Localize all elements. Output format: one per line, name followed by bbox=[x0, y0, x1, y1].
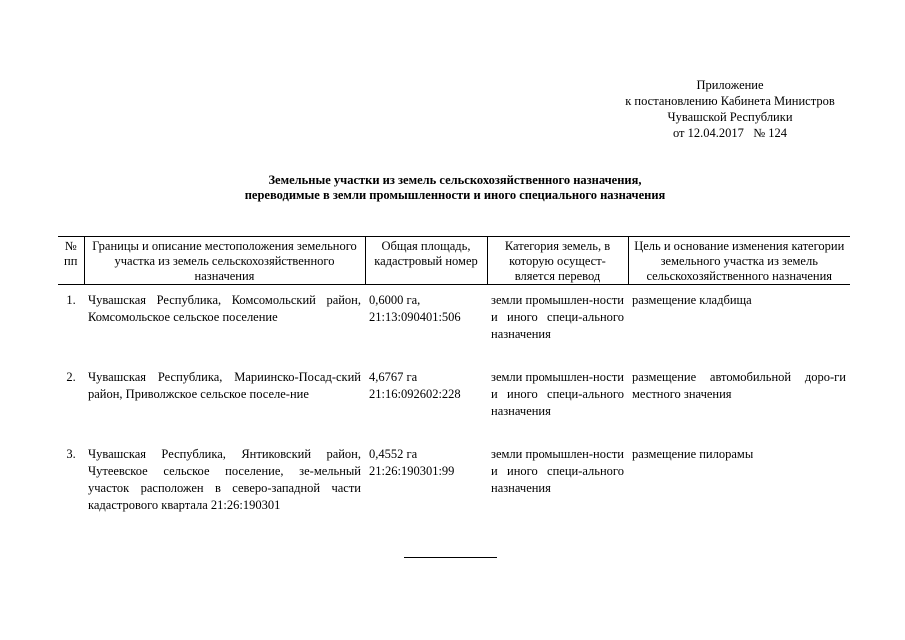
appendix-block bbox=[595, 77, 865, 141]
row-purpose: размещение кладбища bbox=[632, 293, 752, 307]
table-row bbox=[58, 439, 850, 533]
row-category: земли промышлен-ности и иного специ-ального назначения bbox=[491, 447, 624, 495]
appendix-line-2: к постановлению Кабинета Министров bbox=[625, 94, 835, 108]
row-category: земли промышлен-ности и иного специ-ального назначения bbox=[491, 293, 624, 341]
table-row bbox=[58, 285, 850, 363]
appendix-line-3: Чувашской Республики bbox=[667, 110, 793, 124]
row-area: 4,6767 га bbox=[369, 370, 418, 384]
header-location: Границы и описание местоположения земельного участка из земель сельскохозяйственного назначения bbox=[84, 237, 365, 285]
document-title-line-2: переводимые в земли промышленности и иного специального назначения bbox=[244, 188, 666, 202]
end-divider-line bbox=[404, 557, 497, 558]
row-cadastral-number: 21:13:090401:506 bbox=[369, 310, 461, 324]
row-location: Чувашская Республика, Мариинско-Посад-ский район, Приволжское сельское поселе-ние bbox=[88, 370, 361, 401]
header-purpose: Цель и основание изменения категории земельного участка из земель сельскохозяйственного назначения bbox=[628, 237, 850, 285]
table-row bbox=[58, 362, 850, 439]
land-plots-table bbox=[58, 236, 850, 533]
row-location: Чувашская Республика, Комсомольский район, Комсомольское сельское поселение bbox=[88, 293, 361, 324]
row-cadastral-number: 21:26:190301:99 bbox=[369, 464, 455, 478]
row-area: 0,4552 га bbox=[369, 447, 418, 461]
row-area-cell bbox=[365, 439, 487, 533]
row-cadastral-number: 21:16:092602:228 bbox=[369, 387, 461, 401]
row-purpose: размещение автомобильной доро-ги местного значения bbox=[632, 370, 846, 401]
appendix-line-1: Приложение bbox=[696, 78, 764, 92]
row-purpose: размещение пилорамы bbox=[632, 447, 754, 461]
row-number: 1. bbox=[66, 293, 76, 307]
document-title bbox=[60, 173, 850, 203]
document-title-line-1: Земельные участки из земель сельскохозяйственного назначения, bbox=[268, 173, 642, 187]
row-area: 0,6000 га, bbox=[369, 293, 421, 307]
row-area-cell bbox=[365, 362, 487, 439]
header-number: № пп bbox=[58, 237, 84, 285]
row-area-cell bbox=[365, 285, 487, 363]
row-number: 3. bbox=[66, 447, 76, 461]
table-header-row bbox=[58, 237, 850, 285]
header-category: Категория земель, в которую осущест-вляется перевод bbox=[487, 237, 628, 285]
row-number: 2. bbox=[66, 370, 76, 384]
row-location: Чувашская Республика, Янтиковский район, Чутеевское сельское поселение, зе-мельный участок расположен в северо-западной части кадастрового квартала 21:26:190301 bbox=[88, 447, 361, 512]
row-category: земли промышлен-ности и иного специ-ального назначения bbox=[491, 370, 624, 418]
appendix-line-4: от 12.04.2017 № 124 bbox=[672, 126, 788, 140]
header-area: Общая площадь, кадастровый номер bbox=[365, 237, 487, 285]
